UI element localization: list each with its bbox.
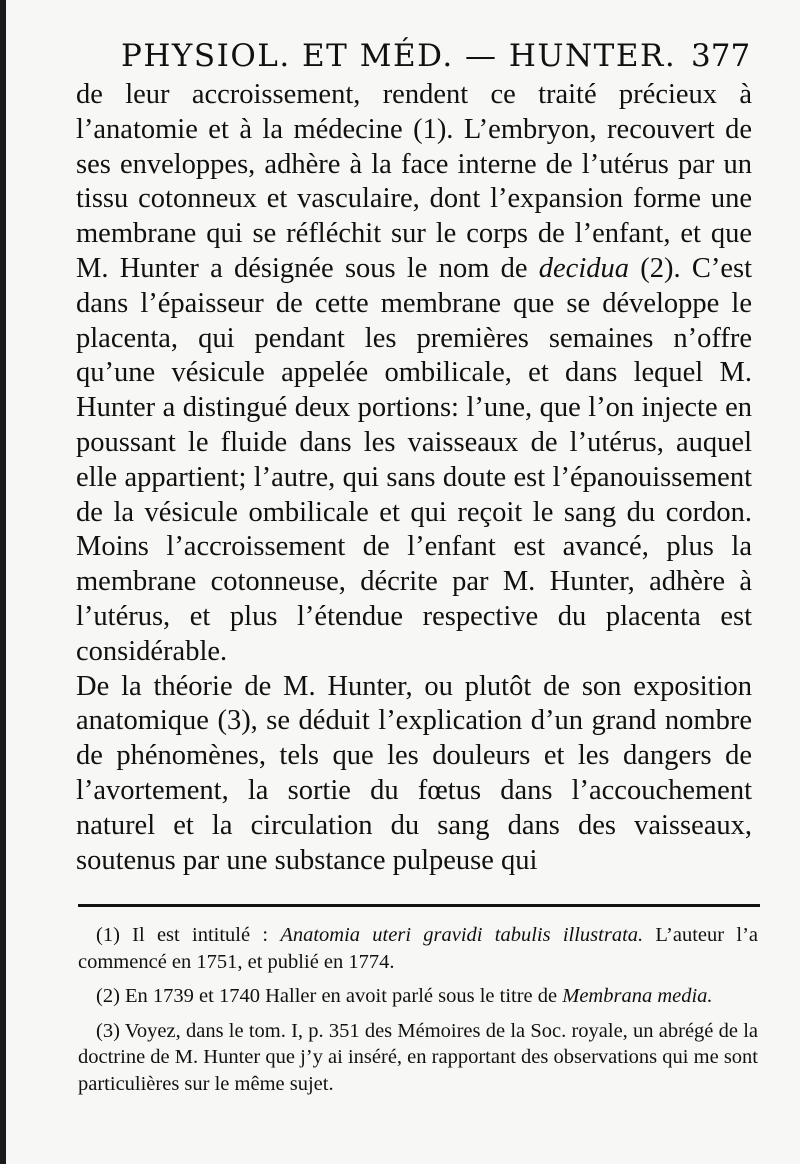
footnotes: [78, 922, 758, 1105]
running-title: PHYSIOL. ET MÉD. — HUNTER.: [121, 38, 677, 74]
footnote-1-title: Anatomia uteri gravidi tabulis illustrata.: [280, 924, 644, 946]
page-number: 377: [691, 38, 751, 74]
footnote-2-term: Membrana media.: [562, 985, 713, 1007]
footnote-1: [78, 922, 758, 975]
footnote-2: [78, 983, 758, 1010]
footnote-1-text-b: L’auteur l’a commencé en 1751, et publié en 1774.: [78, 924, 758, 973]
footnote-rule: [78, 904, 760, 907]
paragraph-2: De la théorie de M. Hunter, ou plutôt de son exposition anatomique (3), se déduit l’explication d’un grand nombre de phénomènes, tels que les douleurs et les dangers de l’avortement, la sortie du fœtus dans l’accouchement naturel et la circulation du sang dans des vaisseaux, soutenus par une substance pulpeuse qui: [76, 670, 752, 876]
footnote-1-text-a: (1) Il est intitulé :: [96, 924, 269, 946]
decidua-term: decidua: [538, 252, 629, 284]
paragraph-1: [76, 78, 752, 670]
footnote-3: (3) Voyez, dans le tom. I, p. 351 des Mémoires de la Soc. royale, un abrégé de la doctrine de M. Hunter que j’y ai inséré, en rapportant des observations qui me sont particulières sur le même sujet.: [78, 1019, 758, 1095]
footnote-2-text-a: (2) En 1739 et 1740 Haller en avoit parlé sous le titre de: [96, 985, 558, 1007]
main-text: [76, 78, 752, 878]
paragraph-1-text-b: (2). C’est dans l’épaisseur de cette membrane que se développe le placenta, qui pendant les premières semaines n’offre qu’une vésicule appelée ombilicale, et dans lequel M. Hunter a distingué deux portions: l’une, que l’on injecte en poussant le fluide dans les vaisseaux de l’utérus, auquel elle appartient; l’autre, qui sans doute est l’épanouissement de la vésicule ombilicale et qui reçoit le sang du cordon. Moins l’accroissement de l’enfant est avancé, plus la membrane cotonneuse, décrite par M. Hunter, adhère à l’utérus, et plus l’étendue respective du placenta est considérable.: [76, 252, 752, 667]
paragraph-1-text-a: de leur accroissement, rendent ce traité précieux à l’anatomie et à la médecine (1). L’embryon, recouvert de ses enveloppes, adhère à la face interne de l’utérus par un tissu cotonneux et vasculaire, dont l’expansion forme une membrane qui se réfléchit sur le corps de l’enfant, et que M. Hunter a désignée sous le nom de: [76, 79, 752, 284]
page-header: [6, 36, 800, 80]
